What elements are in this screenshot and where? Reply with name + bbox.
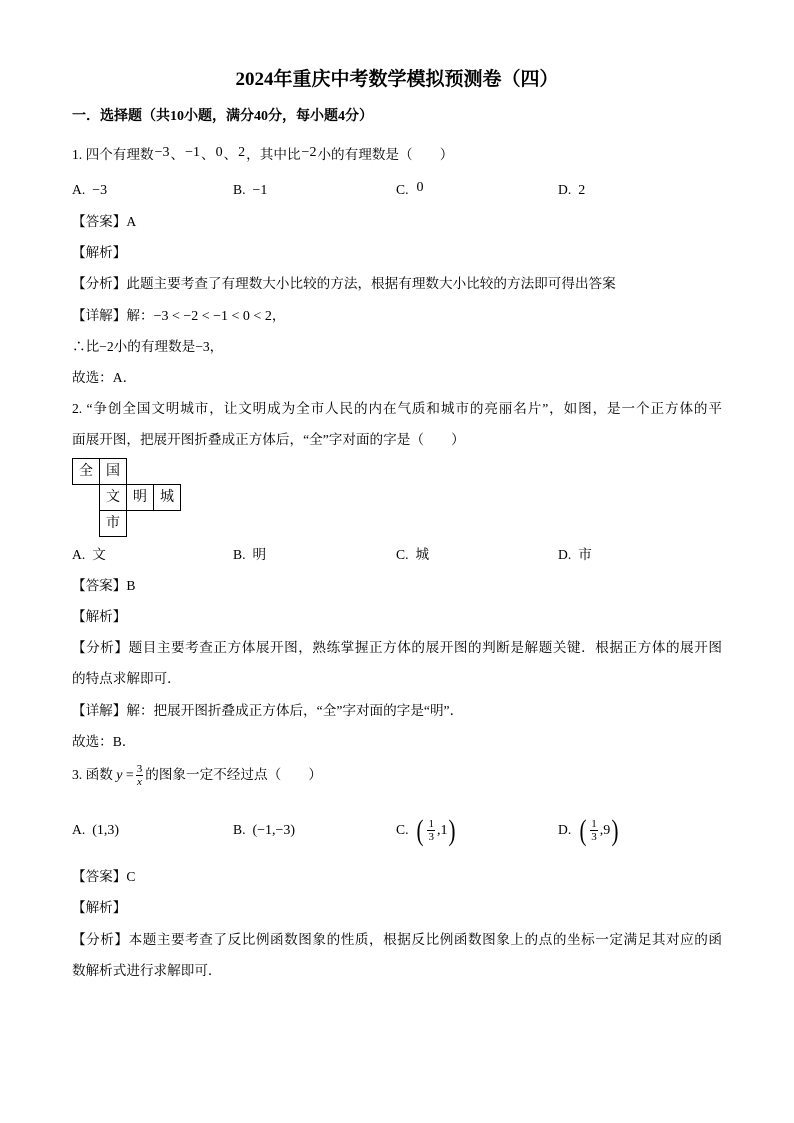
left-paren: (	[416, 813, 424, 847]
q3-equals: =	[125, 768, 134, 783]
option-value: −1	[252, 183, 268, 198]
section-heading: 一．选择题（共10小题，满分40分，每小题4分）	[72, 109, 373, 124]
net-cell: 国	[99, 458, 127, 485]
option-rest: ,9	[599, 823, 611, 838]
q2-stem-text: “争创全国文明城市，让文明成为全市人民的内在气质和城市的亮丽名片”，如图，是一个正方体的平	[86, 401, 722, 416]
q2-stem-line-1	[72, 400, 722, 418]
q2-conclusion: 故选：B．	[72, 734, 136, 749]
option-value: (1,3)	[92, 823, 120, 838]
option-label: A.	[72, 182, 86, 197]
q3-number: 3.	[72, 767, 83, 782]
detail-tag: 【详解】	[72, 703, 127, 718]
option-value: 文	[92, 547, 106, 562]
q3-fenxi-line-1	[72, 931, 722, 949]
fraction-denominator: x	[137, 776, 142, 789]
fraction-denominator: 3	[428, 831, 434, 844]
answer-tag: 【答案】	[72, 214, 127, 229]
q3-option-a	[72, 812, 119, 849]
answer-value: C	[126, 869, 136, 884]
option-label: C.	[396, 547, 409, 562]
q2-detail	[72, 702, 463, 720]
option-label: C.	[396, 182, 409, 197]
q1-conclusion: 故选：A．	[72, 370, 137, 385]
q2-stem-line-2: 面展开图，把展开图折叠成正方体后，“全”字对面的字是（ ）	[72, 432, 465, 447]
q1-option-a	[72, 181, 107, 200]
option-label: D.	[558, 547, 572, 562]
option-label: D.	[558, 822, 572, 837]
fraction-numerator: 1	[591, 818, 597, 831]
q2-analysis-head: 【解析】	[72, 609, 127, 624]
detail-math: −3 < −2 < −1 < 0 < 2	[153, 309, 272, 324]
option-label: B.	[233, 822, 246, 837]
net-cell: 市	[99, 510, 127, 537]
q2-option-b	[233, 546, 266, 564]
q1-option-c	[396, 181, 424, 200]
q3-stem	[72, 757, 322, 794]
q1-math: −1	[185, 145, 200, 160]
fenxi-tag: 【分析】	[72, 640, 129, 655]
q1-sep: 、	[200, 147, 215, 162]
left-paren: (	[579, 813, 587, 847]
q1-option-b	[233, 181, 267, 200]
q1-detail	[72, 307, 285, 326]
q2-option-d	[558, 546, 592, 564]
q1-math: −3	[154, 145, 170, 160]
q3-option-d	[558, 812, 620, 849]
option-label: D.	[558, 182, 572, 197]
q1-option-d	[558, 181, 585, 200]
option-value: 城	[415, 547, 430, 562]
fenxi-tag: 【分析】	[72, 932, 129, 947]
q2-fenxi-line-1	[72, 639, 722, 657]
q3-fraction	[136, 763, 144, 788]
option-value: (−1,−3)	[252, 823, 296, 838]
q2-option-c	[396, 546, 429, 564]
q2-fenxi-line-2: 的特点求解即可．	[72, 671, 181, 686]
q3-stem-text: 函数	[85, 767, 113, 782]
fenxi-text: 题目主要考查正方体展开图，熟练掌握正方体的展开图的判断是解题关键．根据正方体的展开图	[128, 640, 723, 655]
detail-text: ，	[271, 308, 286, 323]
q1-therefore-line: ∴比−2小的有理数是−3，	[72, 339, 224, 354]
detail-text: 解：	[126, 308, 154, 323]
detail-text: 解：把展开图折叠成正方体后，“全”字对面的字是“明”．	[126, 703, 464, 718]
q1-stem	[72, 146, 453, 165]
q3-analysis-head: 【解析】	[72, 900, 127, 915]
answer-tag: 【答案】	[72, 869, 127, 884]
q3-option-b	[233, 812, 295, 849]
q3-stem-text: 的图象一定不经过点（ ）	[145, 767, 322, 782]
net-cell: 全	[72, 458, 100, 485]
option-value: 2	[578, 183, 586, 198]
q2-answer	[72, 577, 135, 595]
option-fraction	[590, 818, 598, 843]
q1-fenxi	[72, 275, 616, 293]
option-value: 市	[578, 547, 592, 562]
q1-stem-text: 小的有理数是（ ）	[317, 147, 454, 162]
q1-math: 0	[215, 145, 223, 160]
q1-stem-text: ，其中比	[246, 147, 301, 162]
net-cell: 明	[126, 484, 154, 511]
option-fraction	[427, 818, 435, 843]
q3-option-c	[396, 812, 457, 849]
net-cell: 城	[153, 484, 181, 511]
page-title: 2024年重庆中考数学模拟预测卷（四）	[235, 69, 559, 90]
option-label: A.	[72, 547, 86, 562]
fraction-numerator: 3	[136, 763, 143, 776]
option-label: B.	[233, 547, 246, 562]
fenxi-text: 本题主要考查了反比例函数图象的性质，根据反比例函数图象上的点的坐标一定满足其对应的函	[128, 932, 723, 947]
q1-math: −2	[301, 145, 317, 160]
q1-analysis-head: 【解析】	[72, 245, 127, 260]
option-label: C.	[396, 822, 409, 837]
fraction-numerator: 1	[428, 818, 434, 831]
option-value: −3	[92, 183, 108, 198]
net-cell: 文	[99, 484, 127, 511]
option-rest: ,1	[436, 823, 448, 838]
answer-value: B	[126, 578, 136, 593]
q3-answer	[72, 868, 135, 886]
q1-sep: 、	[223, 147, 238, 162]
option-value: 0	[416, 180, 424, 195]
q3-var-y: y	[116, 768, 123, 783]
fenxi-text: 此题主要考查了有理数大小比较的方法，根据有理数大小比较的方法即可得出答案	[126, 276, 616, 291]
q2-option-a	[72, 546, 106, 564]
fraction-denominator: 3	[591, 831, 597, 844]
option-label: B.	[233, 182, 246, 197]
answer-value: A	[126, 214, 137, 229]
q1-answer	[72, 213, 136, 231]
q1-number: 1.	[72, 147, 83, 162]
q2-number: 2.	[72, 401, 83, 416]
right-paren: )	[448, 813, 456, 847]
q1-sep: 、	[170, 147, 185, 162]
q1-stem-text: 四个有理数	[85, 147, 154, 162]
fenxi-tag: 【分析】	[72, 276, 127, 291]
detail-tag: 【详解】	[72, 308, 127, 323]
right-paren: )	[611, 813, 619, 847]
q1-math: 2	[238, 145, 246, 160]
answer-tag: 【答案】	[72, 578, 127, 593]
option-label: A.	[72, 822, 86, 837]
q3-fenxi-line-2: 数解析式进行求解即可．	[72, 963, 222, 978]
option-value: 明	[252, 547, 267, 562]
